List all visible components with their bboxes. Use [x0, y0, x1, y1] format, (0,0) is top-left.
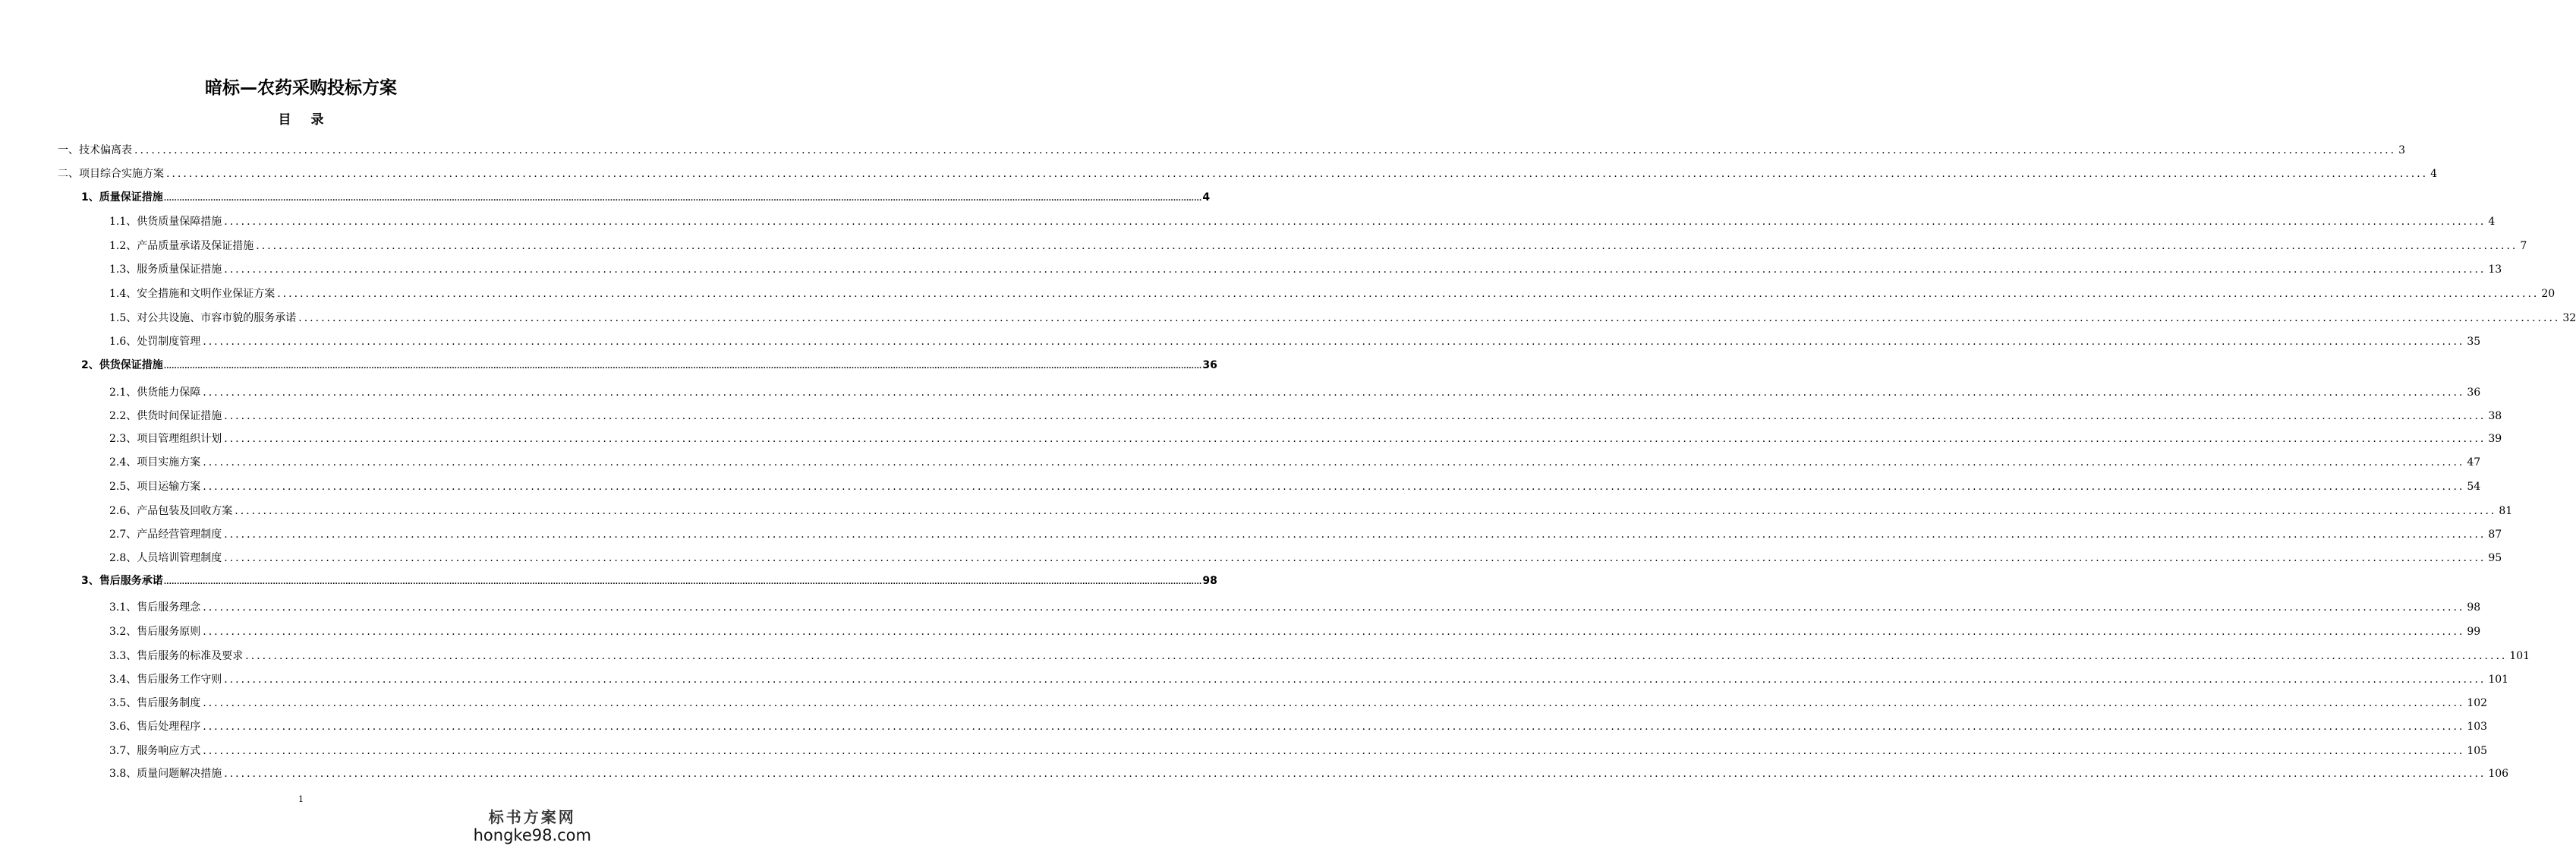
toc-dot-leader: ................................................................................................................................................................................................................................................................................................................................................................................................................ [224, 529, 2486, 541]
toc-entry-page: 102 [2467, 697, 2488, 709]
toc-entry-label: 2.3、项目管理组织计划 [109, 433, 222, 445]
toc-dot-leader: ................................................................................................................................................................................................................................................................................................................................................................................................................ [203, 697, 2465, 709]
toc-dot-leader: ................................................................................................................................................................................................................................................................................................................................................................................................................ [134, 144, 2397, 156]
toc-entry-page: 39 [2488, 433, 2502, 445]
page-number: 1 [298, 794, 304, 804]
toc-dot-leader: ................................................................................................................................................................................................................................................................................................................................................................................................................ [203, 601, 2465, 614]
toc-dot-leader: ................................................................................................................................................................................................................................................................................................................................................................................................................ [203, 456, 2465, 469]
toc-dot-leader: ................................................................................................................................................................................................................................................................................................................................................................................................................ [235, 505, 2497, 517]
toc-dot-leader: ................................................................................................................................................................................................................................................................................................................................................................................................................ [224, 433, 2486, 445]
toc-entry-page: 98 [1202, 575, 1217, 587]
toc-entry-label: 2.4、项目实施方案 [109, 456, 201, 469]
toc-dot-leader: ................................................................................................................................................................................................................................................................................................................................................................................................................ [203, 626, 2465, 638]
toc-dot-leader: ................................................................................................................................................................................................................................................................................................................................................................................................................ [245, 650, 2508, 662]
toc-entry-label: 2.1、供货能力保障 [109, 387, 201, 399]
toc-entry-label: 3.1、售后服务理念 [109, 601, 201, 614]
toc-entry-label: 3.5、售后服务制度 [109, 697, 201, 709]
toc-entry[interactable] [109, 453, 2481, 472]
toc-entry-page: 105 [2467, 745, 2488, 757]
toc-entry[interactable] [109, 502, 2513, 520]
toc-entry[interactable] [109, 647, 2530, 665]
toc-entry[interactable] [109, 309, 2576, 327]
toc-entry-page: 98 [2467, 601, 2481, 614]
toc-dot-leader: ................................................................................................................................................................................................................................................................................................................................................................................................................ [298, 312, 2561, 324]
toc-dot-leader: ................................................................................................................................................................................................................................................................................................................................................................................................................ [203, 387, 2465, 399]
toc-entry[interactable] [109, 237, 2527, 255]
toc-entry[interactable] [109, 742, 2488, 760]
toc-entry-label: 3.7、服务响应方式 [109, 745, 201, 757]
toc-entry[interactable] [109, 213, 2496, 231]
toc-section-heading[interactable] [81, 356, 1217, 374]
toc-entry-page: 32 [2562, 312, 2576, 324]
toc-entry[interactable] [109, 671, 2509, 689]
toc-entry-label: 2.8、人员培训管理制度 [109, 552, 222, 564]
toc-entry-label: 2.7、产品经营管理制度 [109, 529, 222, 541]
toc-entry-label: 2.2、供货时间保证措施 [109, 410, 222, 422]
toc-entry-page: 36 [2467, 387, 2481, 399]
toc-entry-page: 54 [2467, 481, 2481, 493]
toc-dot-leader: ................................................................................................................................................................................................................................................................................................................................................................................................................ [256, 240, 2518, 252]
toc-entry-label: 3.4、售后服务工作守则 [109, 674, 222, 686]
toc-entry[interactable] [109, 525, 2502, 544]
toc-entry[interactable] [109, 260, 2502, 279]
toc-entry[interactable] [109, 407, 2502, 425]
toc-entry[interactable] [109, 718, 2488, 736]
toc-dot-leader: ................................................................................................................................................................................................................................................................................................................................................................................................................ [224, 674, 2486, 686]
toc-entry-label: 2.6、产品包装及回收方案 [109, 505, 233, 517]
toc-entry[interactable] [109, 285, 2556, 303]
toc-entry-label: 3.2、售后服务原则 [109, 626, 201, 638]
toc-entry-page: 87 [2488, 529, 2502, 541]
toc-entry-page: 99 [2467, 626, 2481, 638]
toc-dot-leader: ................................................................................................................................................................................................................................................................................................................................................................................................................ [224, 216, 2486, 228]
toc-dot-leader: ................................................................................................................................................................................................................................................................................................................................................................................................................ [224, 768, 2486, 780]
toc-entry-label: 1.4、安全措施和文明作业保证方案 [109, 288, 276, 300]
toc-entry-label: 2、供货保证措施 [81, 359, 163, 371]
toc-entry-page: 4 [1202, 191, 1211, 204]
toc-section-heading[interactable] [81, 188, 1211, 207]
toc-dot-leader: ................................................................................................................................................................................................................................................................................................................................................................................................................ [203, 745, 2465, 757]
toc-entry[interactable] [109, 549, 2502, 567]
toc-entry-page: 101 [2488, 674, 2509, 686]
toc-dot-leader: ................................................................................................................................................................................................................................................................................................................................................................................................................ [224, 552, 2486, 564]
toc-entry-label: 1、质量保证措施 [81, 191, 163, 204]
toc-entry-page: 101 [2509, 650, 2530, 662]
toc-entry-page: 106 [2488, 768, 2509, 780]
toc-dot-leader: ................................................................................................................................................................................................................................................................................................................................................................................................................ [166, 168, 2429, 180]
toc-entry-page: 4 [2488, 216, 2496, 228]
watermark-url: hongke98.com [473, 826, 591, 844]
watermark [474, 808, 591, 844]
toc-dot-leader: ................................................................................................................................................................................................................................................................................................................................................................................................................ [224, 263, 2486, 276]
toc-entry-label: 1.6、处罚制度管理 [109, 336, 201, 348]
toc-entry-page: 3 [2398, 144, 2405, 156]
toc-entry-label: 3、售后服务承诺 [81, 575, 163, 587]
toc-entry-label: 3.8、质量问题解决措施 [109, 768, 222, 780]
toc-entry[interactable] [109, 478, 2481, 496]
toc-entry-page: 13 [2488, 263, 2502, 276]
toc-entry-page: 95 [2488, 552, 2502, 564]
toc-entry-page: 35 [2467, 336, 2481, 348]
toc-entry-label: 一、技术偏离表 [58, 144, 132, 156]
toc-entry-label: 1.5、对公共设施、市容市貌的服务承诺 [109, 312, 297, 324]
toc-dot-leader: ................................................................................................................................................................................................................................................................................................................................................................................................................ [163, 195, 1202, 203]
document-title: 暗标—农药采购投标方案 [205, 78, 397, 98]
toc-entry-page: 38 [2488, 410, 2502, 422]
toc-section-heading[interactable] [81, 572, 1217, 590]
toc-entry[interactable] [109, 598, 2481, 617]
toc-entry[interactable] [109, 383, 2481, 402]
toc-entry-label: 2.5、项目运输方案 [109, 481, 201, 493]
toc-entry-label: 二、项目综合实施方案 [58, 168, 164, 180]
toc-dot-leader: ................................................................................................................................................................................................................................................................................................................................................................................................................ [203, 721, 2465, 733]
toc-entry-page: 7 [2520, 240, 2527, 252]
toc-entry[interactable] [58, 141, 2405, 159]
toc-entry[interactable] [109, 430, 2502, 448]
toc-dot-leader: ................................................................................................................................................................................................................................................................................................................................................................................................................ [277, 288, 2540, 300]
toc-entry-page: 36 [1202, 359, 1217, 371]
toc-entry-label: 3.6、售后处理程序 [109, 721, 201, 733]
toc-dot-leader: ................................................................................................................................................................................................................................................................................................................................................................................................................ [203, 336, 2465, 348]
toc-entry-page: 20 [2541, 288, 2556, 300]
toc-entry[interactable] [109, 623, 2481, 641]
toc-entry-label: 3.3、售后服务的标准及要求 [109, 650, 244, 662]
toc-entry-page: 47 [2467, 456, 2481, 469]
toc-entry[interactable] [109, 333, 2481, 351]
toc-entry-label: 1.1、供货质量保障措施 [109, 216, 222, 228]
toc-entry[interactable] [109, 765, 2509, 783]
toc-dot-leader: ................................................................................................................................................................................................................................................................................................................................................................................................................ [163, 579, 1202, 586]
toc-heading: 目 录 [278, 112, 332, 128]
toc-entry[interactable] [109, 694, 2488, 712]
toc-entry-page: 103 [2467, 721, 2488, 733]
toc-dot-leader: ................................................................................................................................................................................................................................................................................................................................................................................................................ [163, 363, 1202, 371]
toc-entry[interactable] [58, 165, 2437, 183]
toc-dot-leader: ................................................................................................................................................................................................................................................................................................................................................................................................................ [203, 481, 2465, 493]
toc-dot-leader: ................................................................................................................................................................................................................................................................................................................................................................................................................ [224, 410, 2486, 422]
toc-entry-page: 81 [2499, 505, 2513, 517]
toc-entry-label: 1.3、服务质量保证措施 [109, 263, 222, 276]
toc-entry-page: 4 [2430, 168, 2437, 180]
toc-entry-label: 1.2、产品质量承诺及保证措施 [109, 240, 254, 252]
watermark-name: 标书方案网 [488, 808, 576, 826]
